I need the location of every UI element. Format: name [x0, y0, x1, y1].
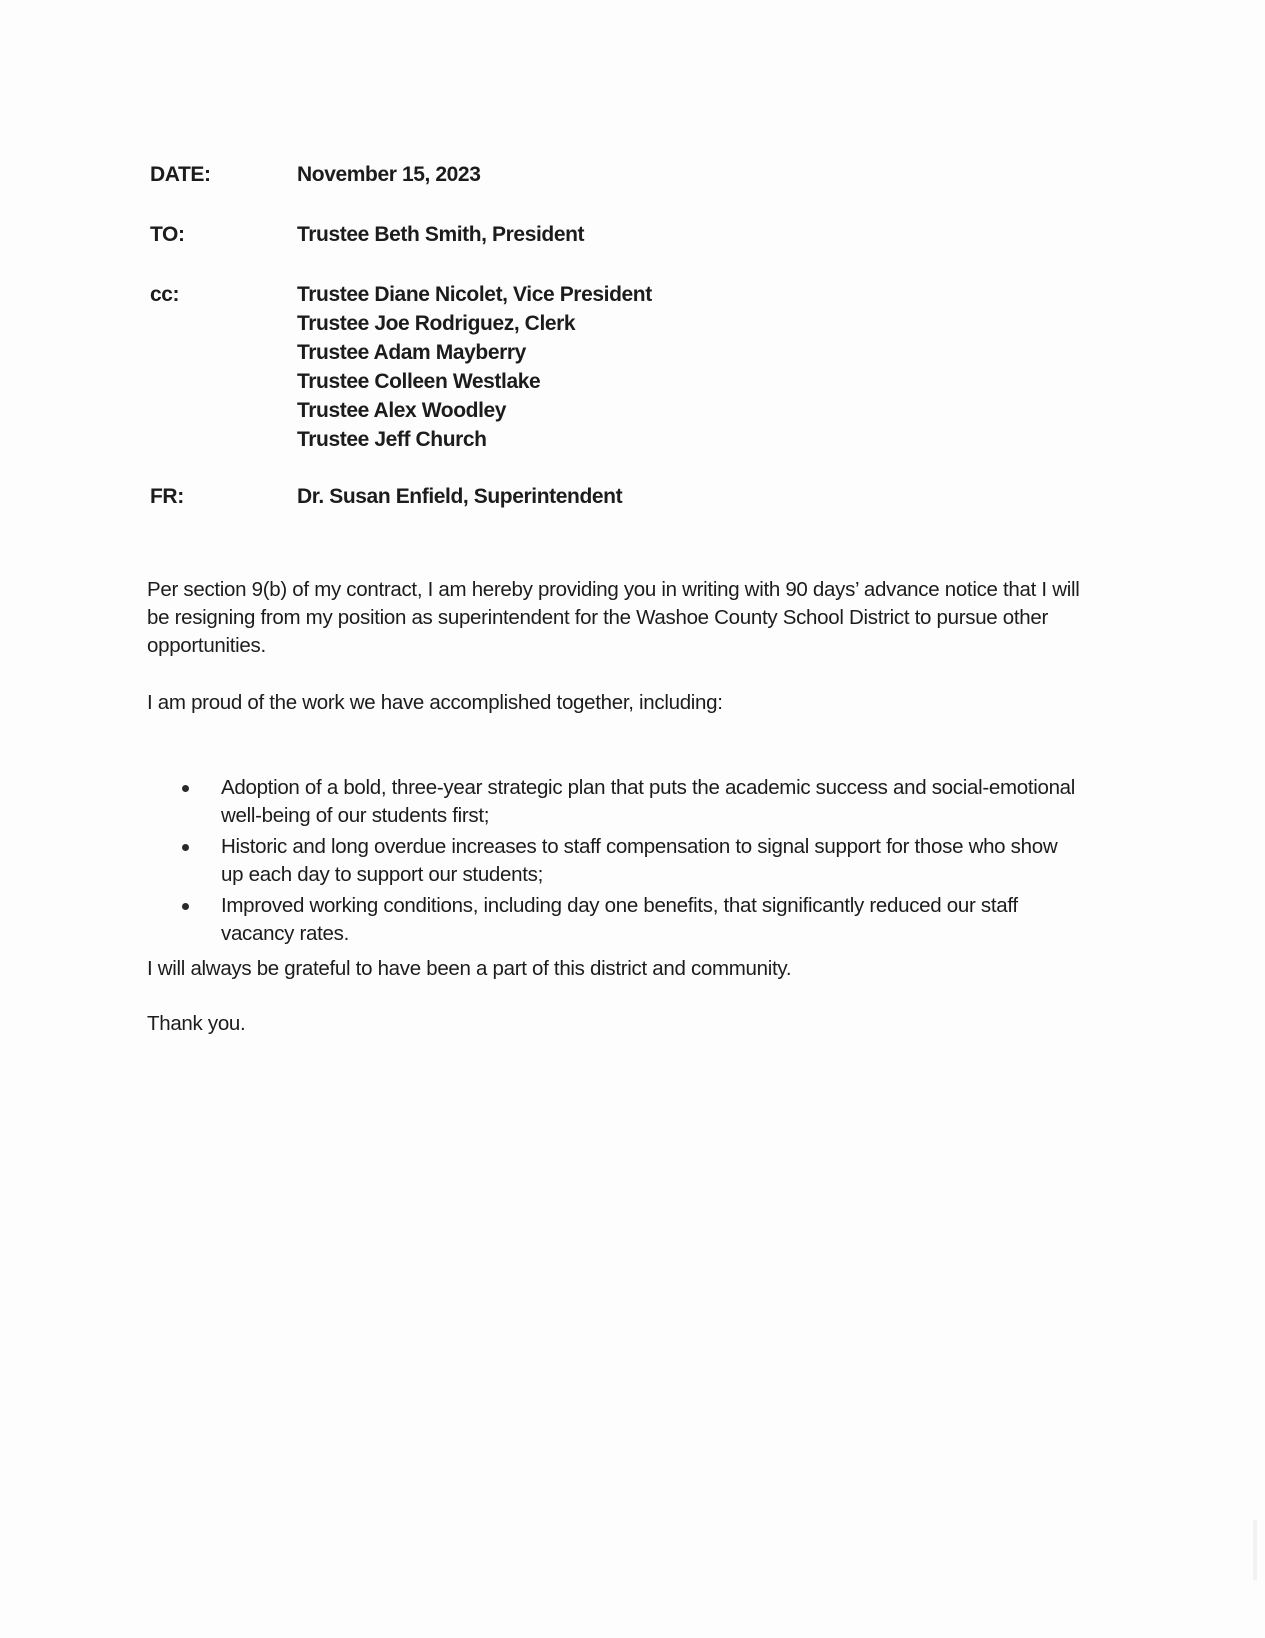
list-item-text: Improved working conditions, including day one benefits, that significantly reduced our staff vacancy rates. [221, 894, 1018, 945]
body-paragraph-notice: Per section 9(b) of my contract, I am hereby providing you in writing with 90 days’ advance notice that I will be resigning from my position as superintendent for the Washoe County School District to pursue other opportunities. [147, 578, 1080, 657]
cc-recipient: Trustee Jeff Church [297, 428, 487, 451]
cc-recipient: Trustee Joe Rodriguez, Clerk [297, 312, 576, 335]
cc-recipient: Trustee Colleen Westlake [297, 370, 541, 393]
bullet-icon [182, 785, 189, 792]
scan-edge-mark [1253, 1520, 1257, 1580]
accomplishments-list [180, 774, 1080, 951]
list-item-text: Historic and long overdue increases to staff compensation to signal support for those who show up each day to support our students; [221, 835, 1058, 886]
cc-recipient: Trustee Diane Nicolet, Vice President [297, 283, 652, 306]
cc-recipient: Trustee Alex Woodley [297, 399, 507, 422]
date-value: November 15, 2023 [297, 163, 481, 186]
list-item [180, 892, 1080, 948]
list-item-text: Adoption of a bold, three-year strategic plan that puts the academic success and social-emotional well-being of our students first; [221, 776, 1076, 827]
cc-recipient: Trustee Adam Mayberry [297, 341, 526, 364]
body-paragraph-accomplishments: I am proud of the work we have accomplished together, including: [147, 691, 723, 714]
list-item [180, 774, 1080, 830]
to-value: Trustee Beth Smith, President [297, 223, 585, 246]
body-paragraph-gratitude: I will always be grateful to have been a part of this district and community. [147, 957, 792, 980]
cc-list [297, 280, 652, 454]
date-label: DATE: [150, 163, 211, 186]
bullet-icon [182, 903, 189, 910]
from-label: FR: [150, 485, 184, 508]
cc-label: cc: [150, 283, 180, 306]
list-item [180, 833, 1080, 889]
from-value: Dr. Susan Enfield, Superintendent [297, 485, 623, 508]
bullet-icon [182, 844, 189, 851]
closing-text: Thank you. [147, 1012, 246, 1035]
to-label: TO: [150, 223, 185, 246]
